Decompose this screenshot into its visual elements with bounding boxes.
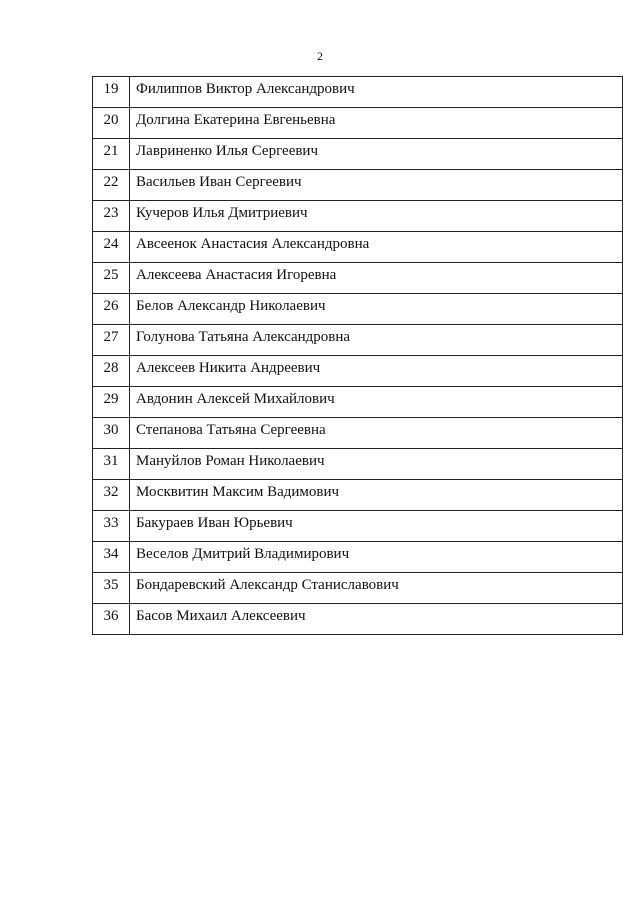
- table-row: [93, 511, 623, 542]
- names-table-body: [93, 77, 623, 635]
- person-name: Лавриненко Илья Сергеевич: [130, 139, 623, 170]
- person-name: Авсеенок Анастасия Александровна: [130, 232, 623, 263]
- row-number: 31: [93, 449, 130, 480]
- row-number: 23: [93, 201, 130, 232]
- person-name: Мануйлов Роман Николаевич: [130, 449, 623, 480]
- row-number: 29: [93, 387, 130, 418]
- table-row: [93, 294, 623, 325]
- row-number: 22: [93, 170, 130, 201]
- table-row: [93, 139, 623, 170]
- table-row: [93, 387, 623, 418]
- table-row: [93, 263, 623, 294]
- table-row: [93, 77, 623, 108]
- table-row: [93, 325, 623, 356]
- page-number: 2: [317, 49, 323, 63]
- table-row: [93, 449, 623, 480]
- table-row: [93, 232, 623, 263]
- table-row: [93, 108, 623, 139]
- row-number: 35: [93, 573, 130, 604]
- row-number: 28: [93, 356, 130, 387]
- person-name: Кучеров Илья Дмитриевич: [130, 201, 623, 232]
- table-row: [93, 418, 623, 449]
- person-name: Бондаревский Александр Станиславович: [130, 573, 623, 604]
- person-name: Степанова Татьяна Сергеевна: [130, 418, 623, 449]
- person-name: Голунова Татьяна Александровна: [130, 325, 623, 356]
- person-name: Долгина Екатерина Евгеньевна: [130, 108, 623, 139]
- table-row: [93, 170, 623, 201]
- person-name: Басов Михаил Алексеевич: [130, 604, 623, 635]
- table-row: [93, 201, 623, 232]
- person-name: Васильев Иван Сергеевич: [130, 170, 623, 201]
- row-number: 27: [93, 325, 130, 356]
- row-number: 26: [93, 294, 130, 325]
- row-number: 36: [93, 604, 130, 635]
- table-row: [93, 542, 623, 573]
- row-number: 25: [93, 263, 130, 294]
- row-number: 20: [93, 108, 130, 139]
- person-name: Бакураев Иван Юрьевич: [130, 511, 623, 542]
- table-row: [93, 604, 623, 635]
- row-number: 32: [93, 480, 130, 511]
- row-number: 19: [93, 77, 130, 108]
- person-name: Филиппов Виктор Александрович: [130, 77, 623, 108]
- row-number: 24: [93, 232, 130, 263]
- person-name: Алексеев Никита Андреевич: [130, 356, 623, 387]
- person-name: Авдонин Алексей Михайлович: [130, 387, 623, 418]
- person-name: Веселов Дмитрий Владимирович: [130, 542, 623, 573]
- person-name: Белов Александр Николаевич: [130, 294, 623, 325]
- table-row: [93, 480, 623, 511]
- person-name: Москвитин Максим Вадимович: [130, 480, 623, 511]
- row-number: 30: [93, 418, 130, 449]
- names-table: [92, 76, 623, 635]
- table-row: [93, 573, 623, 604]
- person-name: Алексеева Анастасия Игоревна: [130, 263, 623, 294]
- row-number: 33: [93, 511, 130, 542]
- row-number: 21: [93, 139, 130, 170]
- row-number: 34: [93, 542, 130, 573]
- table-row: [93, 356, 623, 387]
